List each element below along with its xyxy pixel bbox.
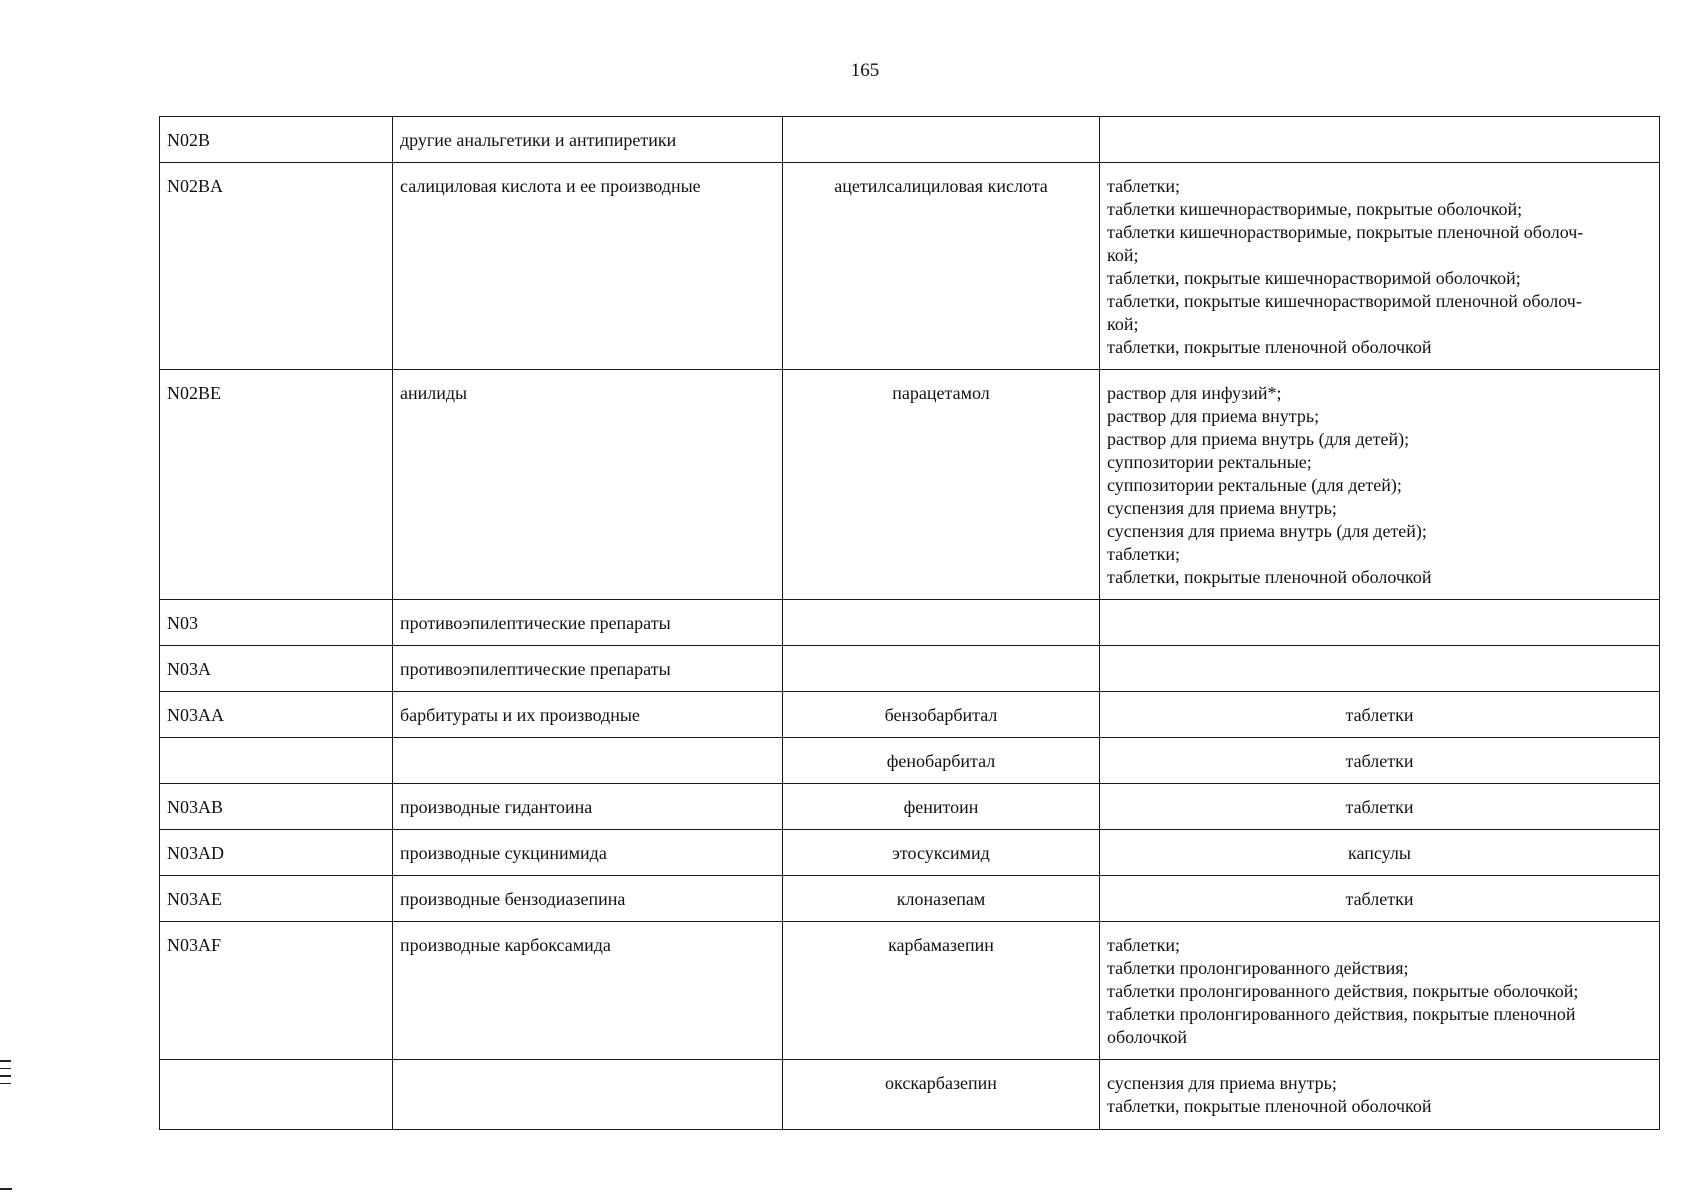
group-cell: производные сукцинимида xyxy=(393,830,783,876)
group-cell: барбитураты и их производные xyxy=(393,692,783,738)
drug-name-cell: парацетамол xyxy=(783,370,1100,600)
dosage-form-line: таблетки пролонгированного действия, покрытые пленочной xyxy=(1107,1004,1576,1024)
drug-name-cell xyxy=(783,600,1100,646)
dosage-form-line: таблетки xyxy=(1345,797,1414,817)
dosage-form-line: суспензия для приема внутрь; xyxy=(1107,1073,1337,1093)
dosage-form-line: таблетки xyxy=(1345,705,1414,725)
drug-name-cell xyxy=(783,117,1100,163)
dosage-form-line: таблетки; xyxy=(1107,176,1181,196)
dosage-form-line: суппозитории ректальные; xyxy=(1107,452,1312,472)
group-cell: анилиды xyxy=(393,370,783,600)
atc-code-cell xyxy=(160,738,393,784)
dosage-form-cell xyxy=(1100,738,1660,784)
dosage-form-line: раствор для приема внутрь (для детей); xyxy=(1107,429,1410,449)
dosage-form-line: капсулы xyxy=(1348,843,1411,863)
drug-name-cell: фенобарбитал xyxy=(783,738,1100,784)
dosage-form-line: раствор для приема внутрь; xyxy=(1107,406,1320,426)
atc-code-cell: N02BA xyxy=(160,163,393,370)
dosage-form-cell xyxy=(1100,646,1660,692)
dosage-form-cell xyxy=(1100,830,1660,876)
group-cell: противоэпилептические препараты xyxy=(393,646,783,692)
dosage-form-cell xyxy=(1100,784,1660,830)
drug-name-cell: окскарбазепин xyxy=(783,1060,1100,1130)
page-number: 165 xyxy=(850,60,880,81)
dosage-form-line: суспензия для приема внутрь (для детей); xyxy=(1107,521,1427,541)
group-cell: салициловая кислота и ее производные xyxy=(393,163,783,370)
dosage-form-line: таблетки, покрытые пленочной оболочкой xyxy=(1107,1096,1432,1116)
group-cell: другие анальгетики и антипиретики xyxy=(393,117,783,163)
dosage-form-line: таблетки пролонгированного действия, покрытые оболочкой; xyxy=(1107,981,1579,1001)
dosage-form-line: таблетки пролонгированного действия; xyxy=(1107,958,1409,978)
table-row xyxy=(160,830,1660,876)
table-row xyxy=(160,163,1660,370)
margin-dash xyxy=(0,1188,12,1190)
table-row xyxy=(160,1060,1660,1130)
atc-code-cell: N03AD xyxy=(160,830,393,876)
atc-code-cell: N03A xyxy=(160,646,393,692)
dosage-form-line: таблетки; xyxy=(1107,935,1181,955)
atc-code-cell xyxy=(160,1060,393,1130)
atc-code-cell: N02B xyxy=(160,117,393,163)
group-cell: производные бензодиазепина xyxy=(393,876,783,922)
dosage-form-line: суспензия для приема внутрь; xyxy=(1107,498,1337,518)
group-cell xyxy=(393,1060,783,1130)
table-row xyxy=(160,738,1660,784)
dosage-form-cell xyxy=(1100,163,1660,370)
margin-marks xyxy=(0,1060,12,1090)
dosage-form-line: таблетки кишечнорастворимые, покрытые пленочной оболоч- xyxy=(1107,222,1584,242)
dosage-form-line: таблетки, покрытые кишечнорастворимой пленочной оболоч- xyxy=(1107,291,1582,311)
dosage-form-cell xyxy=(1100,876,1660,922)
dosage-form-cell xyxy=(1100,1060,1660,1130)
table-row xyxy=(160,784,1660,830)
dosage-form-line: таблетки, покрытые пленочной оболочкой xyxy=(1107,337,1432,357)
dosage-form-line: таблетки xyxy=(1345,889,1414,909)
dosage-form-line: таблетки, покрытые кишечнорастворимой оболочкой; xyxy=(1107,268,1521,288)
group-cell xyxy=(393,738,783,784)
drug-name-cell: ацетилсалициловая кислота xyxy=(783,163,1100,370)
dosage-form-line: таблетки; xyxy=(1107,544,1181,564)
dosage-form-cell xyxy=(1100,370,1660,600)
table-row xyxy=(160,922,1660,1060)
group-cell: противоэпилептические препараты xyxy=(393,600,783,646)
dosage-form-cell xyxy=(1100,922,1660,1060)
table-row xyxy=(160,692,1660,738)
table-row xyxy=(160,876,1660,922)
drug-name-cell xyxy=(783,646,1100,692)
group-cell: производные карбоксамида xyxy=(393,922,783,1060)
dosage-form-line: кой; xyxy=(1107,245,1139,265)
atc-code-cell: N03AE xyxy=(160,876,393,922)
dosage-form-line: таблетки кишечнорастворимые, покрытые оболочкой; xyxy=(1107,199,1523,219)
dosage-form-line: таблетки xyxy=(1345,751,1414,771)
drug-name-cell: бензобарбитал xyxy=(783,692,1100,738)
dosage-form-line: суппозитории ректальные (для детей); xyxy=(1107,475,1402,495)
atc-code-cell: N03AF xyxy=(160,922,393,1060)
drug-name-cell: фенитоин xyxy=(783,784,1100,830)
atc-code-cell: N03AB xyxy=(160,784,393,830)
table-row xyxy=(160,600,1660,646)
dosage-form-line: оболочкой xyxy=(1107,1027,1187,1047)
drug-name-cell: этосуксимид xyxy=(783,830,1100,876)
dosage-form-cell xyxy=(1100,692,1660,738)
table-row xyxy=(160,117,1660,163)
dosage-form-line: раствор для инфузий*; xyxy=(1107,383,1282,403)
table-body xyxy=(160,117,1660,1130)
drug-table xyxy=(159,116,1660,1130)
atc-code-cell: N03AA xyxy=(160,692,393,738)
dosage-form-cell xyxy=(1100,117,1660,163)
atc-code-cell: N03 xyxy=(160,600,393,646)
dosage-form-cell xyxy=(1100,600,1660,646)
dosage-form-line: таблетки, покрытые пленочной оболочкой xyxy=(1107,567,1432,587)
dosage-form-line: кой; xyxy=(1107,314,1139,334)
drug-name-cell: клоназепам xyxy=(783,876,1100,922)
group-cell: производные гидантоина xyxy=(393,784,783,830)
drug-name-cell: карбамазепин xyxy=(783,922,1100,1060)
table-row xyxy=(160,370,1660,600)
atc-code-cell: N02BE xyxy=(160,370,393,600)
table-row xyxy=(160,646,1660,692)
